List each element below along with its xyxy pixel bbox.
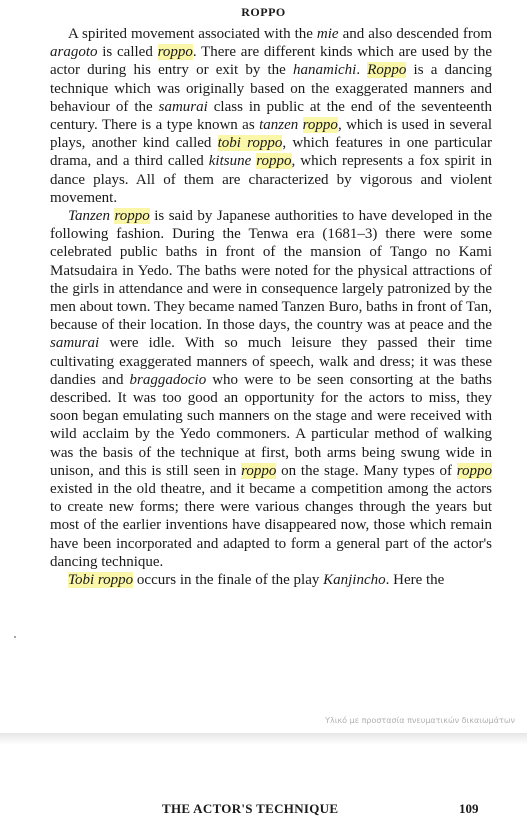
margin-dot — [14, 636, 16, 638]
text-run: occurs in the finale of the play — [133, 572, 324, 589]
highlighted-term: Roppo — [367, 62, 407, 79]
copyright-note: Υλικό με προστασία πνευματικών δικαιωμάτων — [325, 716, 515, 725]
highlighted-term: roppo — [157, 44, 193, 61]
paragraph-1 — [50, 25, 492, 207]
text-run: were idle. With so much leisure they passed their time cultivating exaggerated manners of speech, walk and dress; it was these dandies and — [50, 335, 492, 388]
text-run: is a dancing technique which was originally based on the exaggerated manners and behaviour of the — [50, 62, 493, 115]
running-head: ROPPO — [241, 5, 286, 19]
term: aragoto — [50, 44, 98, 61]
paragraph-2 — [50, 207, 492, 571]
term: Kanjincho — [323, 572, 386, 589]
highlighted-term: roppo — [256, 153, 292, 170]
page-divider — [0, 733, 527, 745]
highlighted-term: roppo — [302, 117, 338, 134]
term: hanamichi — [293, 62, 357, 79]
text-run: on the stage. Many types of — [276, 462, 457, 479]
term: Tanzen — [68, 208, 110, 225]
highlighted-term: Tobi roppo — [68, 572, 134, 589]
text-run: . Here the — [385, 572, 445, 589]
body-text — [50, 25, 492, 589]
text-run: . There are different kinds which are used by the actor during his entry or exit by the — [50, 44, 492, 79]
page-number: 109 — [459, 801, 479, 816]
text-run: is said by Japanese authorities to have developed in the following fashion. During the Tenwa era (1681–3) there were some celebrated public baths in front of the mansion of Tango no Kami Matsudaira in Yedo. The baths were noted for the physical attractions of the girls in attendance and were in consequence largely patronized by the men about town. They became named Tanzen Buro, baths in front of Tan, because of their location. In those days, the country was at peace and the — [50, 208, 492, 334]
term: mie — [316, 26, 339, 42]
highlighted-term: roppo — [114, 208, 150, 225]
term: tanzen — [259, 117, 299, 134]
text-run: is called — [97, 44, 158, 61]
term: braggadocio — [129, 371, 207, 388]
highlighted-term: roppo — [241, 462, 277, 479]
term: kitsune — [208, 153, 252, 170]
paragraph-3 — [50, 571, 492, 589]
highlighted-term: roppo — [456, 462, 492, 479]
text-run: . — [356, 62, 368, 79]
text-run: , which represents a fox spirit in dance plays. All of them are characterized by vigorous and violent movement. — [50, 153, 492, 206]
highlighted-term: tobi roppo — [217, 135, 283, 152]
text-run: existed in the old theatre, and it became a competition among the actors to create new forms; there were various changes through the years but most of the earlier inventions have disappeared now, those which remain have been incorporated and adapted to form a general part of the actor's dancing technique. — [50, 481, 492, 570]
text-run: class in public at the end of the seventeenth century. There is a type known as — [50, 98, 492, 134]
term: samurai — [158, 98, 208, 115]
term: samurai — [50, 335, 100, 352]
text-run: and also descended from — [338, 26, 492, 42]
text-run — [298, 117, 302, 133]
text-run: who were to be seen consorting at the baths described. It was too good an opportunity for the actors to miss, they soon began emulating such manners on the stage and were received with wild acclaim by the Yedo commoners. A particular method of walking was the basis of the technique at first, both arms being swung wide in unison, and this is still seen in — [50, 371, 492, 479]
text-run: A spirited movement associated with the — [68, 26, 317, 42]
text-run: , which features in one particular drama, and a third called — [50, 135, 493, 170]
footer-title: THE ACTOR'S TECHNIQUE — [162, 801, 339, 816]
text-run: , which is used in several plays, another kind called — [50, 117, 492, 152]
